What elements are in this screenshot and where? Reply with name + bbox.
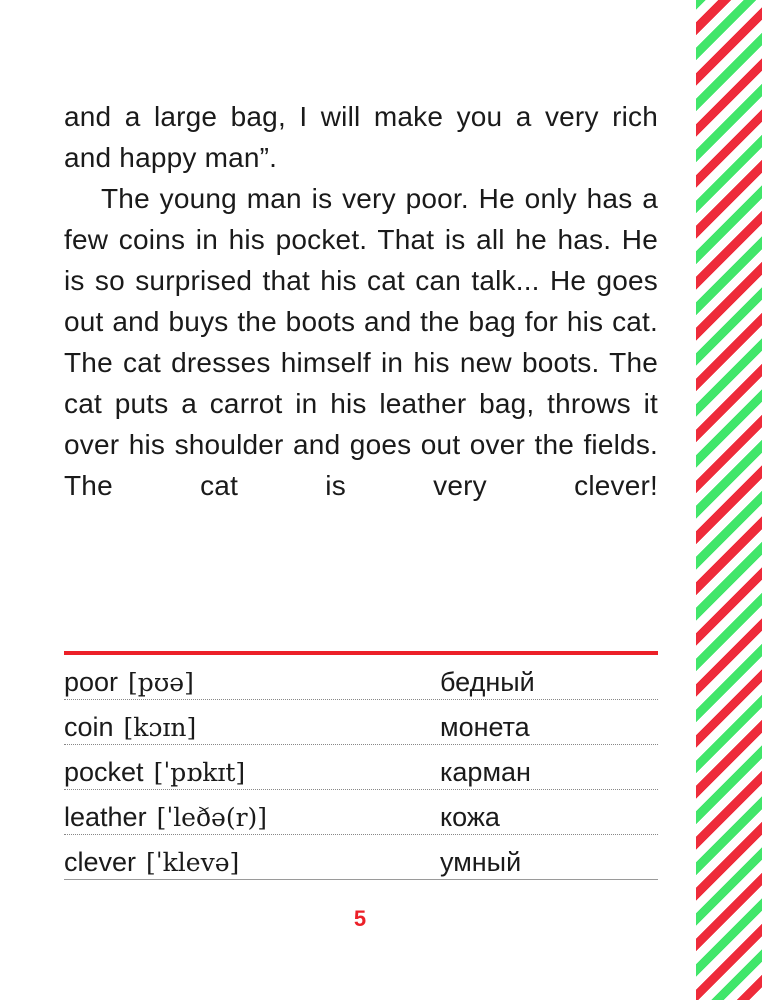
story-text [64, 96, 658, 506]
vocab-transcription: [ˈklevə] [146, 848, 240, 877]
vocabulary-row [64, 655, 658, 700]
vocab-transcription: [kɔɪn] [123, 713, 197, 742]
vocabulary-row [64, 745, 658, 790]
vocab-transcription: [ˈleðə(r)] [156, 803, 268, 832]
vocab-translation: монета [440, 712, 530, 742]
vocab-word: clever [64, 847, 137, 877]
vocab-transcription: [pʊə] [128, 668, 194, 697]
vocab-translation: умный [440, 847, 522, 877]
vocab-word: pocket [64, 757, 144, 787]
vocabulary-row [64, 700, 658, 745]
story-paragraph-2: The young man is very poor. He only has a few coins in his pocket. That is all he has. He is so surprised that his cat can talk... He goes out and buys the boots and the bag for his cat. The cat dresses himself in his new boots. The cat puts a carrot in his leather bag, throws it over his shoulder and goes out over the fields. The cat is very clever! [64, 183, 658, 501]
vocab-word: leather [64, 802, 147, 832]
vocabulary-table [64, 651, 658, 880]
decorative-stripe-border [696, 0, 762, 1000]
vocab-translation: карман [440, 757, 531, 787]
vocab-translation: кожа [440, 802, 500, 832]
page-number: 5 [353, 906, 367, 931]
vocab-word: coin [64, 712, 114, 742]
vocab-translation: бедный [440, 667, 535, 697]
vocab-word: poor [64, 667, 119, 697]
vocabulary-row [64, 835, 658, 880]
vocab-transcription: [ˈpɒkɪt] [153, 758, 246, 787]
vocabulary-row [64, 790, 658, 835]
story-paragraph-1: and a large bag, I will make you a very rich and happy man”. [64, 101, 658, 173]
